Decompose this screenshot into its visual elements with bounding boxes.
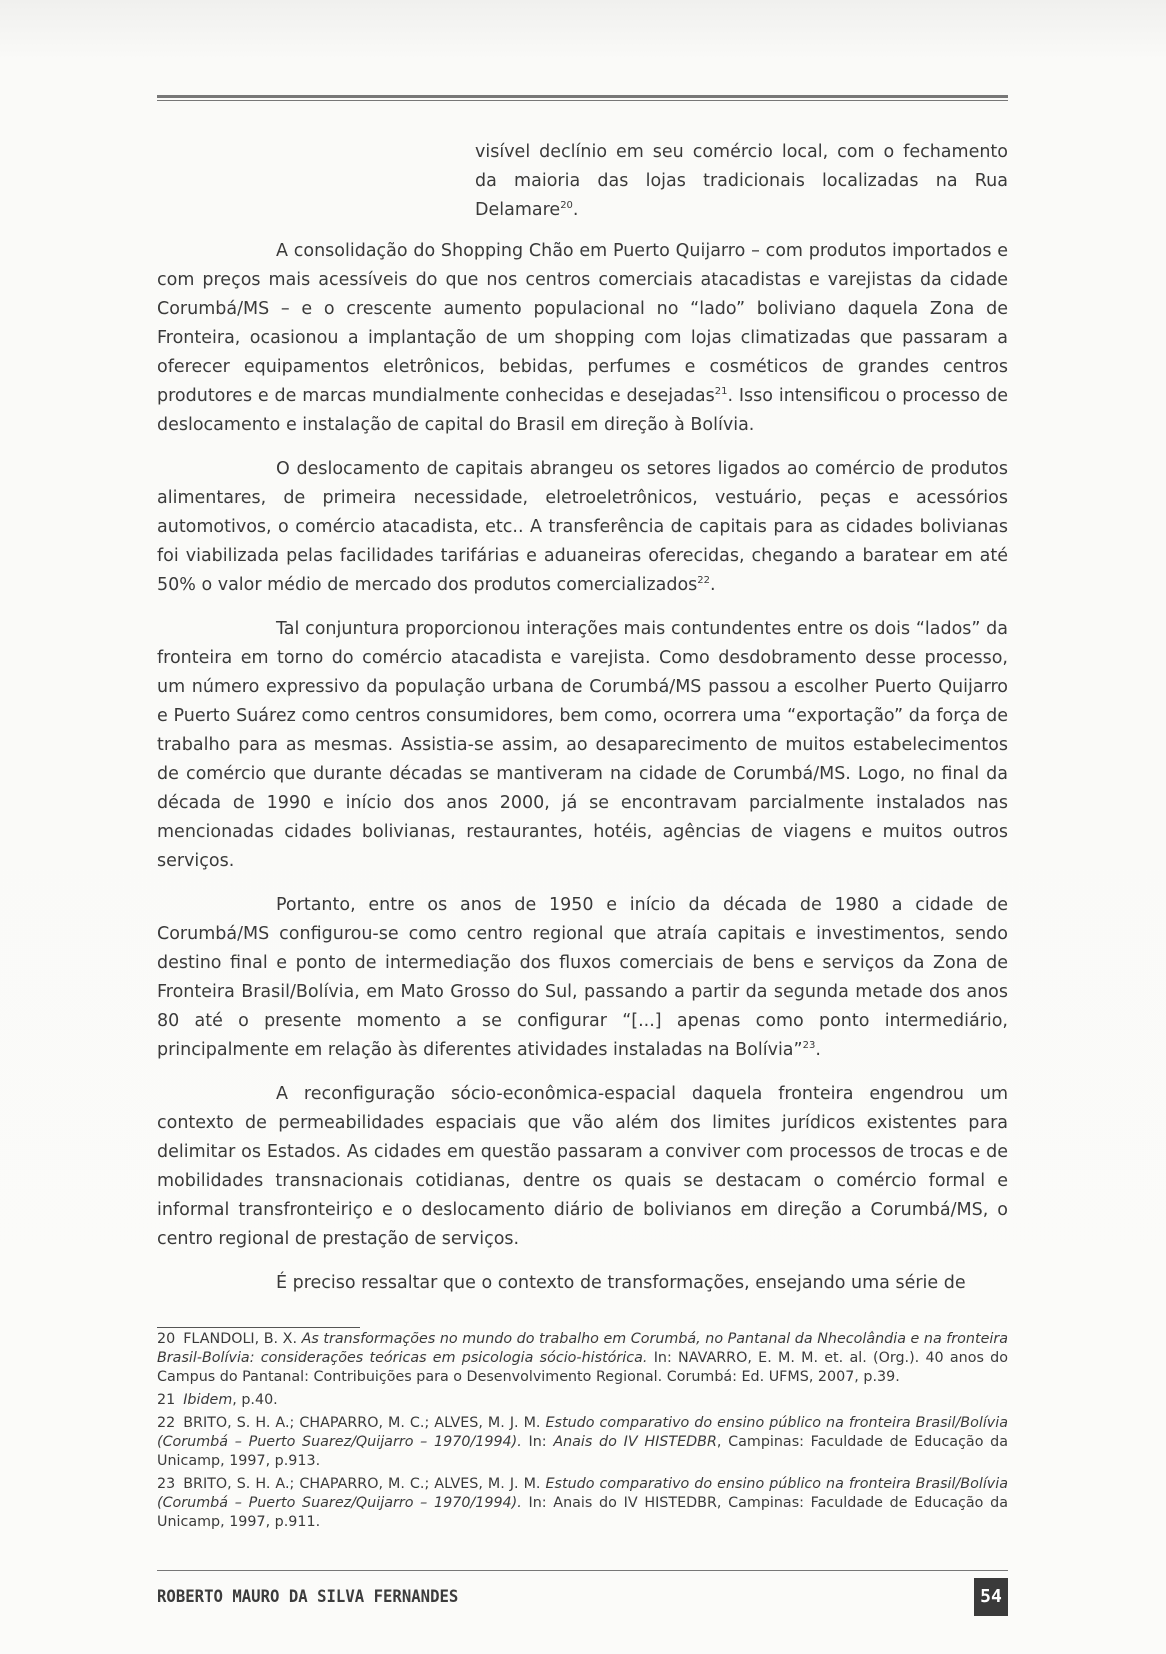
paragraph-4: Portanto, entre os anos de 1950 e início da década de 1980 a cidade de Corumbá/MS configurou-se como centro regional que atraía capitais e investimentos, sendo destino final e ponto de intermediação dos fluxos comerciais de bens e serviços da Zona de Fronteira Brasil/Bolívia, em Mato Grosso do Sul, passando a partir da segunda metade dos anos 80 até o presente momento a se configurar “[...] apenas como ponto intermediário, principalmente em relação às diferentes atividades instaladas na Bolívia”$^{23}$. — [157, 895, 1008, 1060]
paragraph-6: É preciso ressaltar que o contexto de transformações, ensejando uma série de — [276, 1273, 966, 1293]
header-rule — [157, 95, 1008, 101]
body-text — [157, 138, 1008, 1313]
paragraph-1: A consolidação do Shopping Chão em Puerto Quijarro – com produtos importados e com preços mais acessíveis do que nos centros comerciais atacadistas e varejistas da cidade Corumbá/MS – e o crescente aumento populacional no “lado” boliviano daquela Zona de Fronteira, ocasionou a implantação de um shopping com lojas climatizadas que passaram a oferecer equipamentos eletrônicos, bebidas, perfumes e cosméticos de grandes centros produtores e de marcas mundialmente conhecidas e desejadas$^{21}$. Isso intensificou o processo de deslocamento e instalação de capital do Brasil em direção à Bolívia. — [157, 241, 1008, 435]
footnote-rule — [157, 1327, 360, 1328]
footnote-21: 21 Ibidem, p.40. — [157, 1392, 278, 1408]
block-quote — [475, 138, 1008, 225]
footnote-23: 23 BRITO, S. H. A.; CHAPARRO, M. C.; ALVES, M. J. M. Estudo comparativo do ensino público na fronteira Brasil/Bolívia (Corumbá – Puerto Suarez/Quijarro – 1970/1994). In: Anais do IV HISTEDBR, Campinas: Faculdade de Educação da Unicamp, 1997, p.911. — [157, 1476, 1008, 1530]
page-number: 54 — [974, 1578, 1008, 1616]
paragraph-2: O deslocamento de capitais abrangeu os setores ligados ao comércio de produtos alimentares, de primeira necessidade, eletroeletrônicos, vestuário, peças e acessórios automotivos, o comércio atacadista, etc.. A transferência de capitais para as cidades bolivianas foi viabilizada pelas facilidades tarifárias e aduaneiras oferecidas, chegando a baratear em até 50% o valor médio de mercado dos produtos comercializados$^{22}$. — [157, 459, 1008, 595]
footnote-ref: 23 — [802, 1040, 816, 1052]
footnotes — [157, 1330, 1008, 1536]
footer-rule — [157, 1570, 1008, 1571]
author-name: ROBERTO MAURO DA SILVA FERNANDES — [157, 1587, 459, 1607]
quote-text: visível declínio em seu comércio local, com o fechamento da maioria das lojas tradicionais localizadas na Rua Delamare — [475, 142, 1008, 220]
paragraph-3: Tal conjuntura proporcionou interações mais contundentes entre os dois “lados” da fronteira em torno do comércio atacadista e varejista. Como desdobramento desse processo, um número expressivo da população urbana de Corumbá/MS passou a escolher Puerto Quijarro e Puerto Suárez como centros consumidores, bem como, ocorrera uma “exportação” da força de trabalho para as mesmas. Assistia-se assim, ao desaparecimento de muitos estabelecimentos de comércio que durante décadas se mantiveram na cidade de Corumbá/MS. Logo, no final da década de 1990 e início dos anos 2000, já se encontravam parcialmente instalados nas mencionadas cidades bolivianas, restaurantes, hotéis, agências de viagens e muitos outros serviços. — [157, 619, 1008, 871]
footnote-22: 22 BRITO, S. H. A.; CHAPARRO, M. C.; ALVES, M. J. M. Estudo comparativo do ensino público na fronteira Brasil/Bolívia (Corumbá – Puerto Suarez/Quijarro – 1970/1994). In: Anais do IV HISTEDBR, Campinas: Faculdade de Educação da Unicamp, 1997, p.913. — [157, 1415, 1008, 1469]
footnote-ref: 22 — [697, 575, 711, 587]
footnote-20: 20 FLANDOLI, B. X. As transformações no mundo do trabalho em Corumbá, no Pantanal da Nhecolândia e na fronteira Brasil-Bolívia: considerações teóricas em psicologia sócio-histórica. In: NAVARRO, E. M. M. et. al. (Org.). 40 anos do Campus do Pantanal: Contribuições para o Desenvolvimento Regional. Corumbá: Ed. UFMS, 2007, p.39. — [157, 1331, 1008, 1385]
footnote-ref: 21 — [714, 386, 728, 398]
quote-end: . — [572, 200, 579, 220]
paragraph-5: A reconfiguração sócio-econômica-espacial daquela fronteira engendrou um contexto de permeabilidades espaciais que vão além dos limites jurídicos existentes para delimitar os Estados. As cidades em questão passaram a conviver com processos de trocas e de mobilidades transnacionais cotidianas, dentre os quais se destacam o comércio formal e informal transfronteiriço e o deslocamento diário de bolivianos em direção a Corumbá/MS, o centro regional de prestação de serviços. — [157, 1084, 1008, 1249]
footnote-ref: 20 — [560, 200, 573, 212]
